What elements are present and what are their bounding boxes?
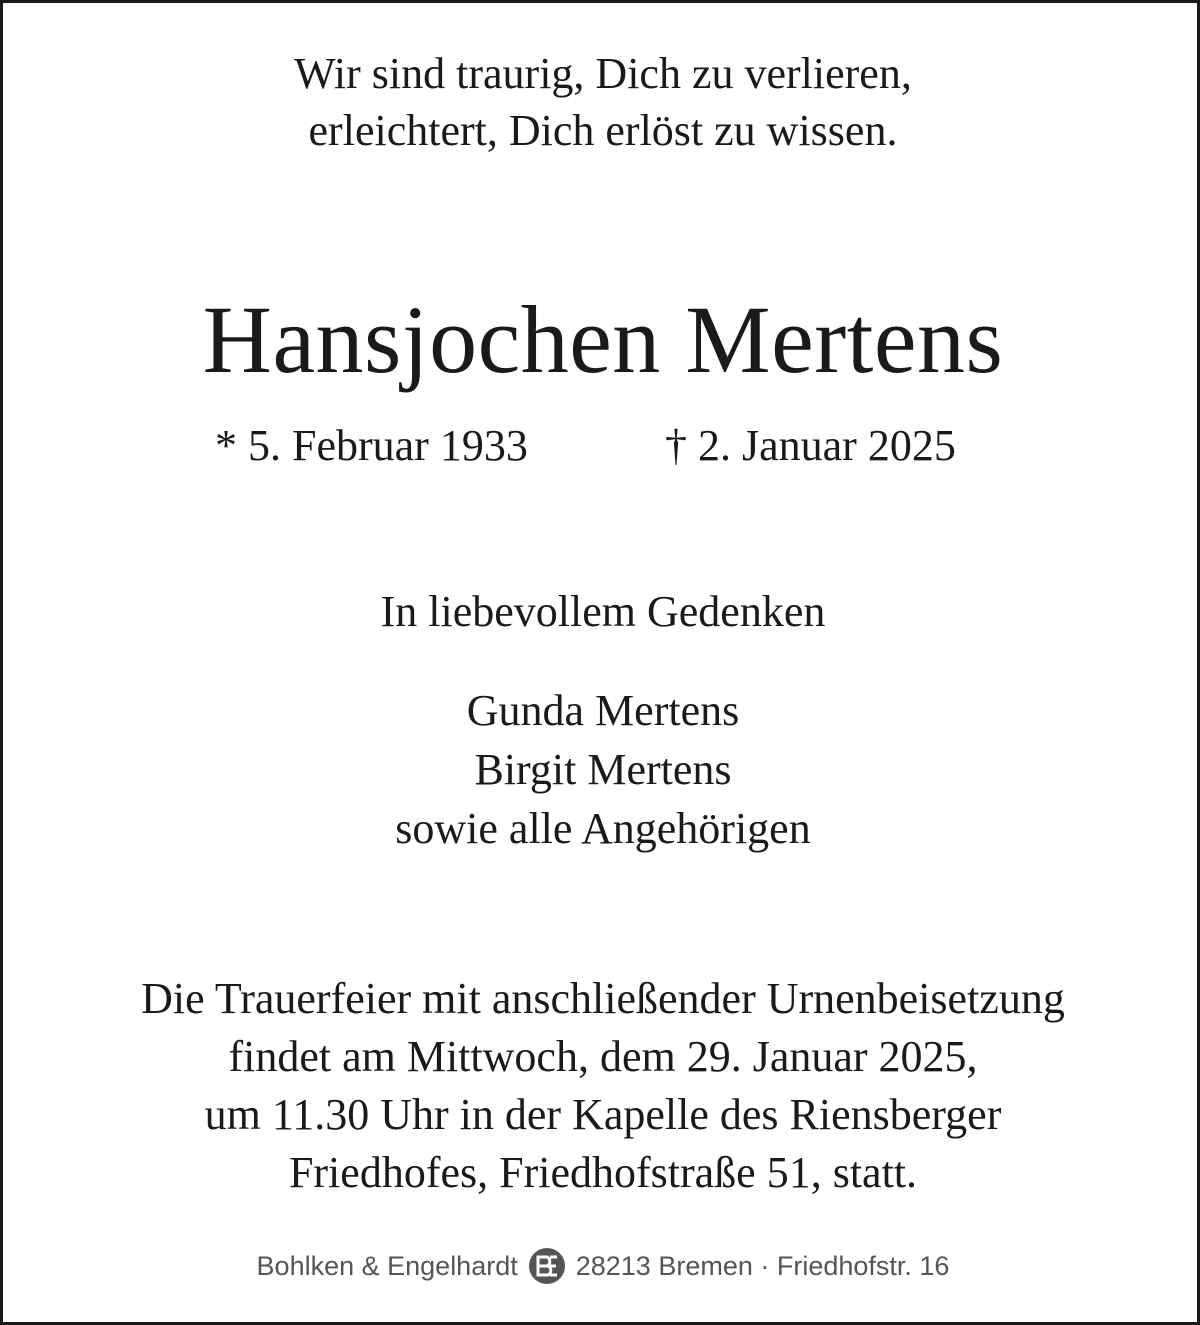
mourner-3: sowie alle Angehörigen	[395, 804, 811, 853]
remembrance-line: In liebevollem Gedenken	[380, 587, 826, 636]
verse-line-1: Wir sind traurig, Dich zu verlieren,	[294, 49, 912, 98]
verse-line-2: erleichtert, Dich erlöst zu wissen.	[308, 106, 898, 155]
death-date: † 2. Januar 2025	[665, 421, 956, 470]
mourner-2: Birgit Mertens	[474, 745, 732, 794]
ceremony-line-4: Friedhofes, Friedhofstraße 51, statt.	[288, 1148, 918, 1197]
funeral-home-footer	[3, 1241, 1200, 1291]
mourner-1: Gunda Mertens	[466, 686, 740, 735]
ceremony-line-3: um 11.30 Uhr in der Kapelle des Riensberger	[204, 1090, 1002, 1139]
ceremony-line-2: findet am Mittwoch, dem 29. Januar 2025,	[228, 1032, 978, 1081]
ceremony-line-1: Die Trauerfeier mit anschließender Urnenbeisetzung	[141, 974, 1065, 1023]
funeral-home-name: Bohlken & Engelhardt	[256, 1250, 518, 1281]
life-dates	[3, 418, 1200, 474]
deceased-name: Hansjochen Mertens	[202, 286, 1004, 393]
funeral-home-address: 28213 Bremen · Friedhofstr. 16	[575, 1250, 950, 1281]
be-monogram-logo-icon	[528, 1247, 566, 1285]
birth-date: * 5. Februar 1933	[215, 421, 528, 470]
